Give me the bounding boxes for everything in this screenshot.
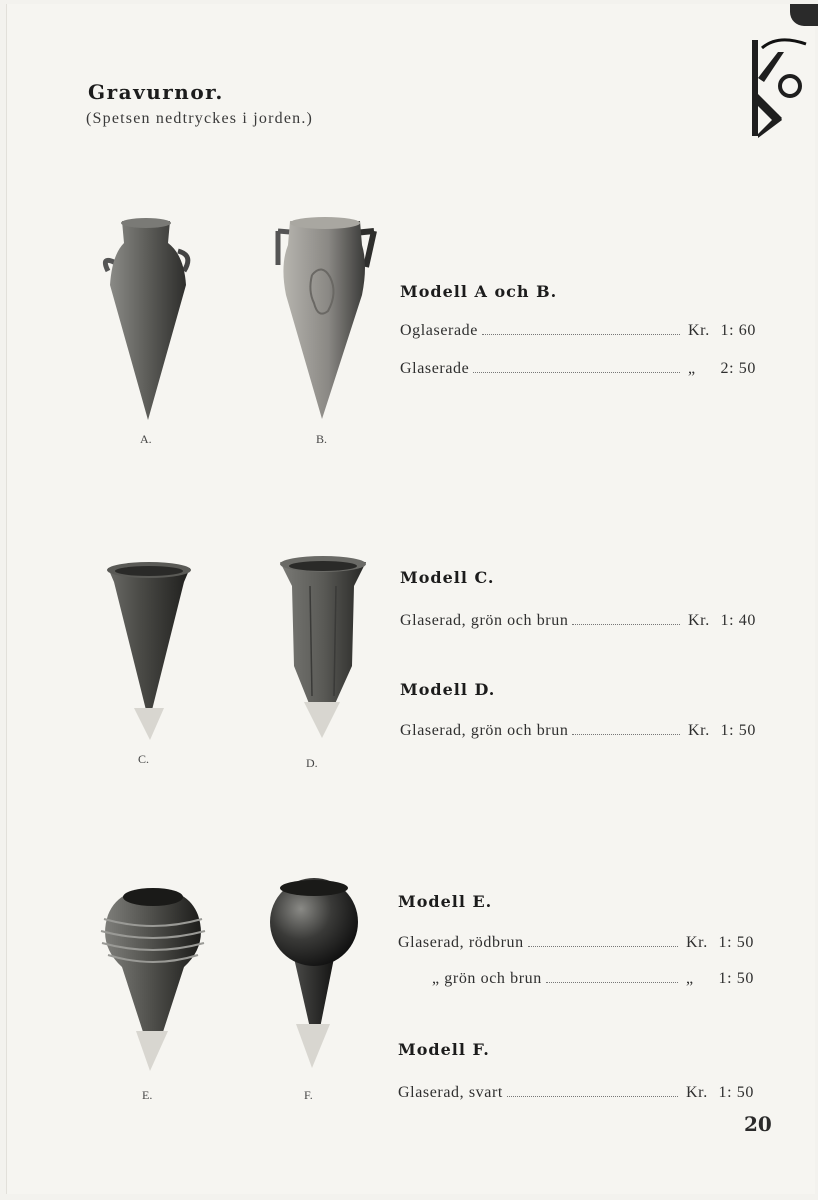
leader-dots (528, 945, 678, 947)
price-row (400, 722, 756, 740)
vase-e-image (98, 885, 208, 1075)
price-currency: Kr. (688, 322, 710, 339)
price-amount: 1: 40 (720, 612, 756, 629)
price-currency: „ (688, 360, 696, 377)
model-f-title: Modell F. (398, 1040, 490, 1059)
price-currency: „ (686, 970, 694, 987)
vase-d-label: D. (306, 756, 318, 770)
vase-b-image (272, 215, 382, 425)
model-d-title: Modell D. (400, 680, 496, 699)
vase-a-label: A. (140, 432, 152, 446)
price-currency: Kr. (686, 1084, 708, 1101)
vase-c-label: C. (138, 752, 150, 766)
model-c-title: Modell C. (400, 568, 495, 587)
price-currency: Kr. (688, 722, 710, 739)
price-amount: 1: 60 (720, 322, 756, 339)
price-desc: Glaserad, rödbrun (398, 934, 524, 951)
page-title: Gravurnor. (88, 80, 224, 104)
price-currency: Kr. (688, 612, 710, 629)
leader-dots (473, 371, 680, 373)
price-amount: 1: 50 (718, 934, 754, 951)
vase-d-image (276, 556, 371, 741)
model-ab-title: Modell A och B. (400, 282, 558, 301)
vase-f-image (258, 878, 368, 1073)
leader-dots (546, 981, 678, 983)
price-amount: 2: 50 (720, 360, 756, 377)
price-row (398, 934, 754, 952)
model-e-title: Modell E. (398, 892, 493, 911)
price-row (432, 970, 754, 988)
leader-dots (572, 733, 680, 735)
ko-monogram-icon (748, 34, 808, 144)
price-desc: Glaserad, grön och brun (400, 612, 569, 629)
price-amount: 1: 50 (720, 722, 756, 739)
price-desc: „ grön och brun (432, 970, 542, 987)
price-row (398, 1084, 754, 1102)
leader-dots (482, 333, 680, 335)
price-desc: Glaserade (400, 360, 470, 377)
vase-a-image (100, 215, 195, 425)
price-amount: 1: 50 (718, 1084, 754, 1101)
price-desc: Glaserad, svart (398, 1084, 503, 1101)
price-desc: Oglaserade (400, 322, 478, 339)
vase-b-label: B. (316, 432, 328, 446)
vase-c-image (104, 560, 194, 745)
price-currency: Kr. (686, 934, 708, 951)
page-number: 20 (744, 1112, 772, 1136)
price-row (400, 360, 756, 378)
binding-string (790, 4, 818, 26)
leader-dots (507, 1095, 678, 1097)
leader-dots (572, 623, 680, 625)
page-subtitle: (Spetsen nedtryckes i jorden.) (86, 110, 314, 127)
price-desc: Glaserad, grön och brun (400, 722, 569, 739)
vase-f-label: F. (304, 1088, 313, 1102)
price-row (400, 322, 756, 340)
price-row (400, 612, 756, 630)
vase-e-label: E. (142, 1088, 153, 1102)
price-amount: 1: 50 (718, 970, 754, 987)
